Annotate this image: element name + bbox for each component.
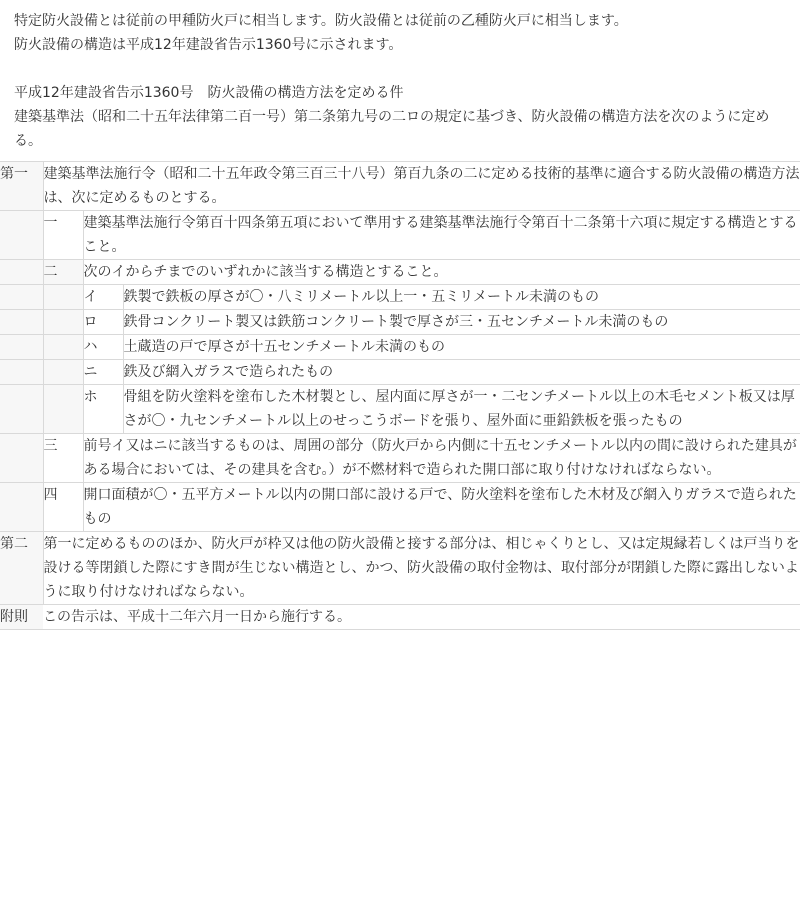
notice-title: 平成12年建設省告示1360号 防火設備の構造方法を定める件: [14, 85, 404, 101]
subitem-row-ro: [0, 310, 800, 335]
subitem-label: ロ: [83, 310, 123, 335]
subitem-row-ho: [0, 385, 800, 434]
article-rail: [0, 260, 43, 285]
item-label: 一: [43, 211, 83, 260]
article-text: 第一に定めるもののほか、防火戸が枠又は他の防火設備と接する部分は、相じゃくりとし、又は定規縁若しくは戸当りを設ける等閉鎖した際にすき間が生じない構造とし、かつ、防火設備の取付金物は、取付部分が閉鎖した際に露出しないように取り付けなければならない。: [43, 532, 800, 605]
subitem-label: ハ: [83, 335, 123, 360]
article-rail: [0, 310, 43, 335]
article-rail: [0, 360, 43, 385]
subitem-text: 鉄骨コンクリート製又は鉄筋コンクリート製で厚さが三・五センチメートル未満のもの: [123, 310, 800, 335]
supplementary-row: [0, 605, 800, 630]
law-table: [0, 161, 800, 630]
subitem-row-ni: [0, 360, 800, 385]
article-label: 第二: [0, 532, 43, 605]
item-text: 次のイからチまでのいずれかに該当する構造とすること。: [83, 260, 800, 285]
item-text: 建築基準法施行令第百十四条第五項において準用する建築基準法施行令第百十二条第十六項に規定する構造とすること。: [83, 211, 800, 260]
article-rail: [0, 385, 43, 434]
intro-section: [0, 0, 800, 161]
subitem-text: 骨組を防火塗料を塗布した木材製とし、屋内面に厚さが一・二センチメートル以上の木毛セメント板又は厚さが〇・九センチメートル以上のせっこうボードを張り、屋外面に亜鉛鉄板を張ったもの: [123, 385, 800, 434]
item-row-1: [0, 211, 800, 260]
article-rail: [0, 211, 43, 260]
item-rail: [43, 285, 83, 310]
item-label: 四: [43, 483, 83, 532]
subitem-row-ha: [0, 335, 800, 360]
supplementary-label: 附則: [0, 605, 43, 630]
subitem-label: ニ: [83, 360, 123, 385]
item-text: 開口面積が〇・五平方メートル以内の開口部に設ける戸で、防火塗料を塗布した木材及び網入りガラスで造られたもの: [83, 483, 800, 532]
intro-line-2: 防火設備の構造は平成12年建設省告示1360号に示されます。: [14, 37, 403, 53]
subitem-text: 土蔵造の戸で厚さが十五センチメートル未満のもの: [123, 335, 800, 360]
article-rail: [0, 483, 43, 532]
article-rail: [0, 434, 43, 483]
item-row-2: [0, 260, 800, 285]
intro-spacer: [14, 57, 786, 81]
article-label: 第一: [0, 162, 43, 211]
subitem-row-i: [0, 285, 800, 310]
item-rail: [43, 385, 83, 434]
item-text: 前号イ又はニに該当するものは、周囲の部分（防火戸から内側に十五センチメートル以内の間に設けられた建具がある場合においては、その建具を含む。）が不燃材料で造られた開口部に取り付けなければならない。: [83, 434, 800, 483]
item-label: 二: [43, 260, 83, 285]
subitem-label: イ: [83, 285, 123, 310]
item-label: 三: [43, 434, 83, 483]
item-row-3: [0, 434, 800, 483]
article-rail: [0, 335, 43, 360]
article-text: 建築基準法施行令（昭和二十五年政令第三百三十八号）第百九条の二に定める技術的基準に適合する防火設備の構造方法は、次に定めるものとする。: [43, 162, 800, 211]
item-rail: [43, 310, 83, 335]
subitem-text: 鉄製で鉄板の厚さが〇・八ミリメートル以上一・五ミリメートル未満のもの: [123, 285, 800, 310]
item-rail: [43, 335, 83, 360]
intro-line-1: 特定防火設備とは従前の甲種防火戸に相当します。防火設備とは従前の乙種防火戸に相当します。: [14, 13, 628, 29]
subitem-text: 鉄及び網入ガラスで造られたもの: [123, 360, 800, 385]
notice-preamble: 建築基準法（昭和二十五年法律第二百一号）第二条第九号の二ロの規定に基づき、防火設備の構造方法を次のように定める。: [14, 109, 770, 149]
item-row-4: [0, 483, 800, 532]
article-row-dai2: [0, 532, 800, 605]
subitem-label: ホ: [83, 385, 123, 434]
article-rail: [0, 285, 43, 310]
item-rail: [43, 360, 83, 385]
article-row-dai1: [0, 162, 800, 211]
supplementary-text: この告示は、平成十二年六月一日から施行する。: [43, 605, 800, 630]
